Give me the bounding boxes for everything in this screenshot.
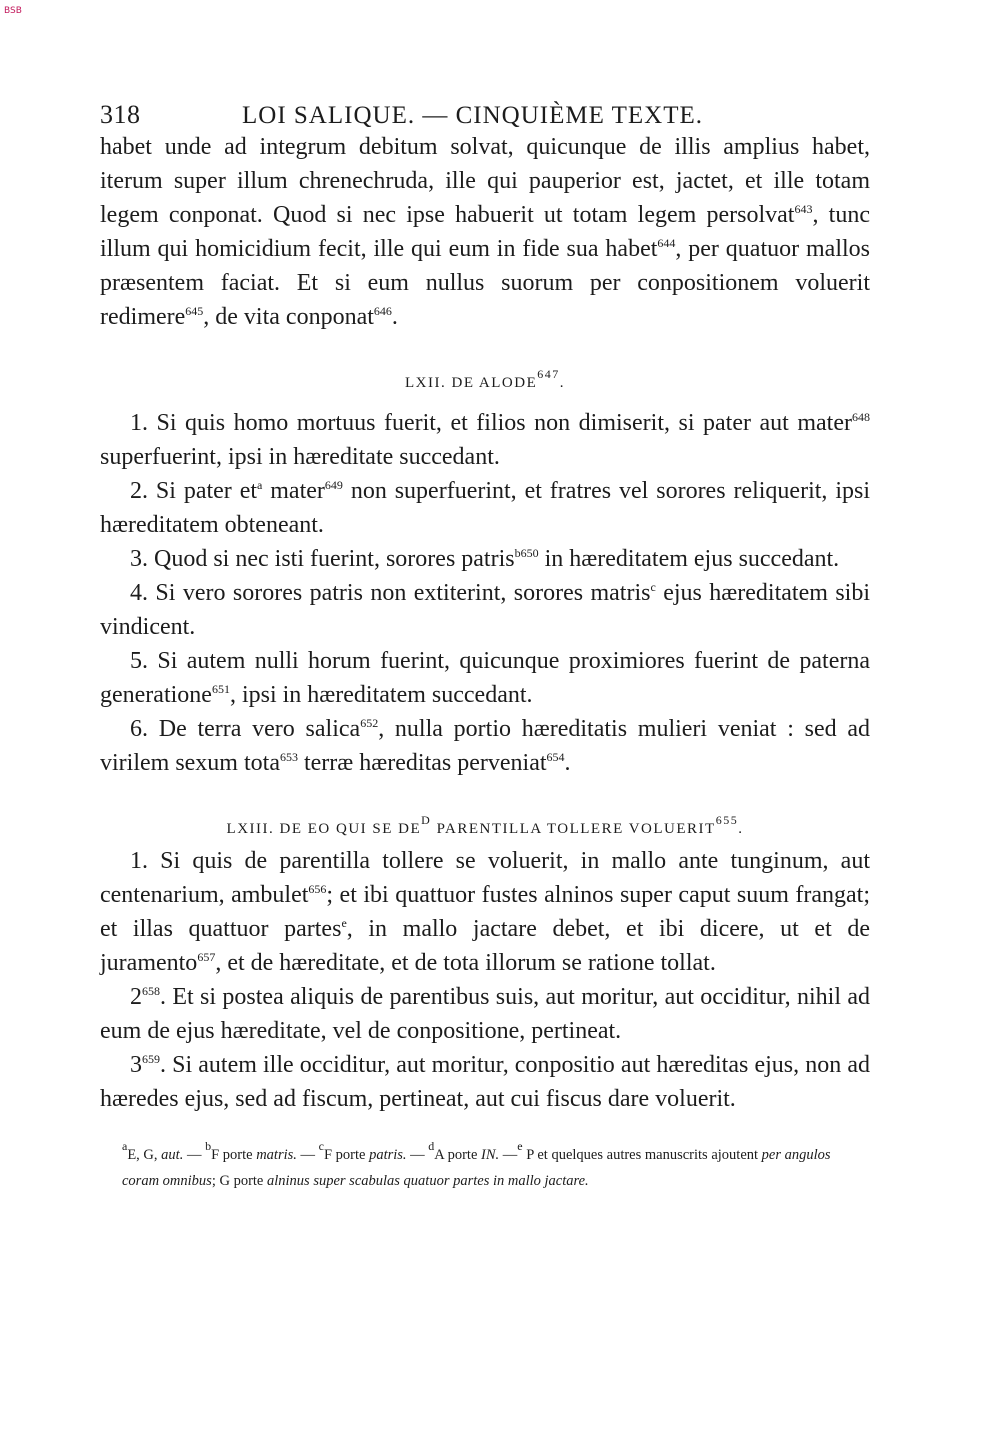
- footnote-ref: c: [318, 1139, 324, 1153]
- footnote-ref: 655: [715, 813, 739, 827]
- footnote-ref: d: [428, 1139, 435, 1153]
- footnote-ref: 644: [657, 236, 676, 250]
- footnote-ref: 648: [852, 410, 870, 424]
- text-span: —: [183, 1147, 206, 1163]
- text-span: ; et ibi quattuor fustes alninos super caput suum frangat; et illas quattuor partes: [100, 882, 870, 942]
- text-span: E, G,: [127, 1147, 162, 1163]
- footnote-ref: 650: [520, 546, 539, 560]
- text-span: habet unde ad integrum debitum solvat, quicunque de illis amplius habet, iterum super illum chrenechruda, ille qui pauperior est, jactet, et ille totam legem conponat. Quod si nec ipse habuerit ut totam legem persolvat: [100, 134, 870, 228]
- text-span: .: [564, 750, 571, 776]
- text-span: 3. Quod si nec isti fuerint, sorores patris: [130, 546, 515, 572]
- text-span: mater: [262, 478, 325, 504]
- text-span: , de vita conponat: [203, 304, 374, 330]
- article-item: [100, 576, 870, 644]
- text-span: 3: [130, 1052, 142, 1078]
- text-span: LXIII. DE EO QUI SE DE: [226, 821, 422, 837]
- text-span: , ipsi in hæreditatem succedant.: [229, 682, 533, 708]
- footnote-ref: a: [122, 1139, 128, 1153]
- text-span: patris.: [369, 1147, 407, 1163]
- text-span: terræ hæreditas perveniat: [297, 750, 547, 776]
- footnote-ref: 656: [308, 882, 327, 896]
- footnote-ref: 643: [794, 202, 813, 216]
- text-span: , per quatuor mallos præsentem faciat. Et si eum nullus suorum per conpositionem voluerit redimere: [100, 236, 870, 330]
- article-item: [100, 644, 870, 712]
- article-item: [100, 712, 870, 780]
- article-item: [100, 406, 870, 474]
- running-header: [100, 100, 870, 130]
- library-stamp: BSB: [4, 6, 22, 16]
- footnote-ref: 653: [279, 750, 298, 764]
- text-span: 4. Si vero sorores patris non extiterint, sorores matris: [130, 580, 651, 606]
- text-span: 1. Si quis de parentilla tollere se voluerit, in mallo ante tunginum, aut centenarium, ambulet: [100, 848, 870, 908]
- text-span: .: [559, 375, 565, 391]
- page-text: [100, 130, 870, 1116]
- footnote-ref: b: [205, 1139, 212, 1153]
- text-span: .: [738, 821, 744, 837]
- text-span: alninus super scabulas quatuor partes in mallo jactare.: [267, 1173, 589, 1189]
- footnote-ref: D: [421, 813, 432, 827]
- footnote-ref: 652: [360, 716, 379, 730]
- book-page: [100, 100, 870, 1194]
- text-span: in hæreditatem ejus succedant.: [538, 546, 840, 572]
- text-span: , in mallo jactare debet, et ibi dicere, ut et de juramento: [100, 916, 870, 976]
- text-span: —: [296, 1147, 319, 1163]
- text-span: 2. Si pater et: [130, 478, 258, 504]
- footnote-ref: 647: [537, 367, 560, 381]
- article-item: [100, 1048, 870, 1116]
- footnote-ref: 654: [546, 750, 565, 764]
- text-span: superfuerint, ipsi in hæreditate succedant.: [100, 444, 500, 470]
- text-span: non superfuerint, et fratres vel sorores reliquerit, ipsi hæreditatem obteneant.: [100, 478, 870, 538]
- footnote-ref: 646: [373, 304, 392, 318]
- footnote-ref: 649: [324, 478, 343, 492]
- text-span: . Et si postea aliquis de parentibus suis, aut moritur, aut occiditur, nihil ad eum de ejus hæreditate, vel de conpositione, pertineat.: [100, 984, 870, 1044]
- running-title: LOI SALIQUE. — CINQUIÈME TEXTE.: [242, 102, 704, 129]
- text-span: P et quelques autres manuscrits ajoutent: [522, 1147, 762, 1163]
- text-span: , nulla portio hæreditatis mulieri veniat : sed ad virilem sexum tota: [100, 716, 871, 776]
- text-span: .: [391, 304, 398, 330]
- article-item: [100, 980, 870, 1048]
- text-span: aut.: [161, 1147, 184, 1163]
- text-span: PARENTILLA TOLLERE VOLUERIT: [431, 821, 716, 837]
- footnotes: [100, 1139, 870, 1194]
- intro-paragraph: [100, 130, 870, 334]
- text-span: ejus hæreditatem sibi vindicent.: [100, 580, 870, 640]
- text-span: 1. Si quis homo mortuus fuerit, et filios non dimiserit, si pater aut mater: [130, 410, 852, 436]
- section-heading-lxiii: [100, 780, 870, 844]
- page-number: 318: [100, 100, 141, 129]
- footnote-ref: a: [257, 478, 263, 492]
- text-span: IN.: [481, 1147, 500, 1163]
- section-lxiii-body: [100, 844, 870, 1116]
- text-span: 5. Si autem nulli horum fuerint, quicunque proximiores fuerint de paterna generatione: [100, 648, 870, 708]
- section-heading-lxii: [100, 334, 870, 398]
- footnote-ref: 658: [142, 984, 160, 998]
- section-lxii-body: [100, 406, 870, 780]
- text-span: LXII. DE ALODE: [405, 375, 538, 391]
- text-span: 6. De terra vero salica: [130, 716, 361, 742]
- text-span: —: [499, 1147, 518, 1163]
- footnote-ref: e: [517, 1139, 523, 1153]
- text-span: ; G porte: [211, 1173, 267, 1189]
- footnote-ref: c: [650, 580, 656, 594]
- footnote-ref: 657: [197, 950, 216, 964]
- footnote-ref: 645: [185, 304, 204, 318]
- text-span: F porte: [323, 1147, 370, 1163]
- text-span: matris.: [256, 1147, 297, 1163]
- text-span: . Si autem ille occiditur, aut moritur, conpositio aut hæreditas ejus, non ad hæredes ejus, sed ad fiscum, pertineat, aut cui fiscus dare voluerit.: [100, 1052, 870, 1112]
- footnote-ref: 659: [142, 1052, 160, 1066]
- article-item: [100, 542, 870, 576]
- text-span: , et de hæreditate, et de tota illorum se ratione tollat.: [215, 950, 716, 976]
- footnote-ref: 651: [211, 682, 230, 696]
- article-item: [100, 474, 870, 542]
- article-item: [100, 844, 870, 980]
- text-span: per angulos coram omnibus: [122, 1147, 831, 1189]
- text-span: 2: [130, 984, 142, 1010]
- footnote-ref: e: [341, 916, 347, 930]
- text-span: —: [406, 1147, 429, 1163]
- text-span: , tunc illum qui homicidium fecit, ille qui eum in fide sua habet: [100, 202, 870, 262]
- footnote-ref: b: [514, 546, 521, 560]
- text-span: A porte: [434, 1147, 482, 1163]
- text-span: F porte: [211, 1147, 257, 1163]
